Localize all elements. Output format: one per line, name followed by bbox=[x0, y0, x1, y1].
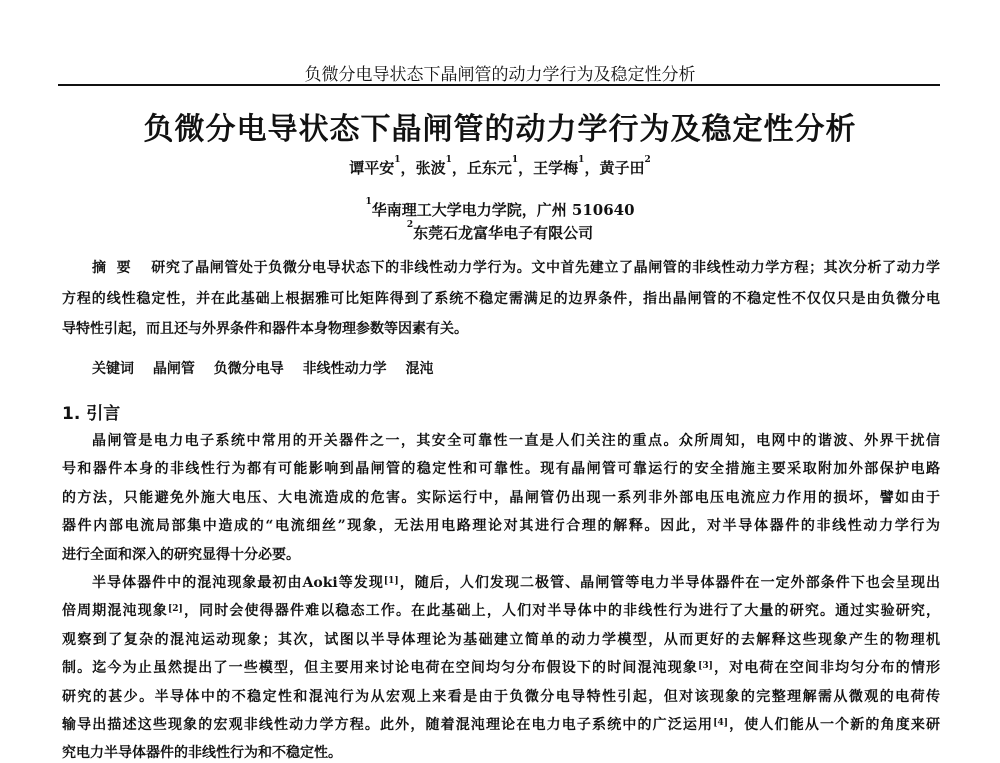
keyword: 负微分电导 bbox=[213, 361, 284, 377]
author: 丘东元 bbox=[466, 159, 512, 177]
text-segment: ，使人们能从一个新的角度来研 bbox=[727, 717, 941, 733]
text-segment: ，同时会使得器件难以稳态工作。在此基础上，人们对半导体中的非线性行为进行了大量的研究。通过实验研究， bbox=[182, 603, 941, 620]
citation-ref: [4] bbox=[713, 718, 728, 728]
author-affiliation-mark: 1 bbox=[445, 155, 452, 165]
header-rule bbox=[58, 84, 940, 86]
text-line bbox=[62, 743, 940, 763]
keyword: 晶闸管 bbox=[152, 361, 195, 377]
text-segment: 晶闸管是电力电子系统中常用的开关器件之一，其安全可靠性一直是人们关注的重点。众所周知，电网中的谐波、外界干扰信 bbox=[92, 433, 940, 449]
text-line bbox=[62, 516, 940, 536]
affiliation-mark: 2 bbox=[406, 220, 414, 230]
text-segment: ，对电荷在空间非均匀分布的情形 bbox=[712, 660, 941, 677]
author-list bbox=[0, 157, 1000, 178]
text-segment: 方程的线性稳定性，并在此基础上根据雅可比矩阵得到了系统不稳定需满足的边界条件，指出晶闸管的不稳定性不仅仅只是由负微分电 bbox=[62, 291, 940, 307]
text-segment: 器件内部电流局部集中造成的“电流细丝”现象，无法用电路理论对其进行合理的解释。因此，对半导体器件的非线性动力学行为 bbox=[62, 518, 940, 535]
citation-ref: [3] bbox=[698, 661, 713, 672]
separator: ， bbox=[400, 159, 416, 177]
keywords-label: 关键词 bbox=[92, 361, 134, 377]
keyword: 混沌 bbox=[405, 361, 434, 377]
author: 张波 bbox=[415, 159, 446, 177]
affiliation-text: 华南理工大学电力学院，广州 510640 bbox=[371, 201, 635, 219]
text-line bbox=[62, 459, 940, 479]
author: 谭平安 bbox=[349, 159, 395, 177]
author-affiliation-mark: 2 bbox=[644, 155, 651, 165]
text-segment: ，随后，人们发现二极管、晶闸管等电力半导体器件在一定外部条件下也会呈现出 bbox=[398, 575, 941, 591]
text-segment: 进行全面和深入的研究显得十分必要。 bbox=[62, 546, 300, 563]
text-segment: 究电力半导体器件的非线性行为和不稳定性。 bbox=[62, 745, 342, 762]
text-segment: 输导出描述这些现象的宏观非线性动力学方程。此外，随着混沌理论在电力电子系统中的广泛运用 bbox=[62, 717, 714, 733]
author-affiliation-mark: 1 bbox=[578, 155, 585, 165]
text-line bbox=[62, 545, 940, 565]
running-header: 负微分电导状态下晶闸管的动力学行为及稳定性分析 bbox=[304, 65, 696, 85]
text-segment: 研究的甚少。半导体中的不稳定性和混沌行为从宏观上来看是由于负微分电导特性引起，但对该现象的完整理解需从微观的电荷传 bbox=[62, 688, 940, 705]
text-segment: 号和器件本身的非线性行为都有可能影响到晶闸管的稳定性和可靠性。现有晶闸管可靠运行的安全措施主要采取附加外部保护电路 bbox=[62, 461, 940, 478]
citation-ref: [1] bbox=[383, 576, 399, 586]
affiliation-mark: 1 bbox=[365, 197, 372, 207]
keywords bbox=[92, 358, 448, 378]
text-line bbox=[92, 573, 940, 593]
text-line bbox=[62, 289, 940, 309]
text-line bbox=[62, 715, 940, 735]
text-line bbox=[92, 258, 940, 278]
text-segment: 导特性引起，而且还与外界条件和器件本身物理参数等因素有关。 bbox=[62, 321, 468, 337]
paper-title: 负微分电导状态下晶闸管的动力学行为及稳定性分析 bbox=[143, 112, 857, 147]
text-segment: 半导体器件中的混沌现象最初由Aoki等发现 bbox=[92, 575, 384, 591]
citation-ref: [2] bbox=[168, 604, 183, 615]
author: 王学梅 bbox=[533, 159, 579, 177]
text-line bbox=[62, 488, 940, 508]
text-line bbox=[62, 687, 940, 707]
keyword: 非线性动力学 bbox=[302, 361, 387, 377]
separator: ， bbox=[518, 159, 534, 177]
author-affiliation-mark: 1 bbox=[394, 155, 401, 165]
abstract-label: 摘要 bbox=[92, 260, 142, 276]
text-segment: 倍周期混沌现象 bbox=[62, 603, 169, 620]
separator: ， bbox=[451, 159, 467, 177]
text-segment: 制。迄今为止虽然提出了一些模型，但主要用来讨论电荷在空间均匀分布假设下的时间混沌现象 bbox=[62, 660, 699, 677]
author: 黄子田 bbox=[599, 159, 645, 177]
text-line bbox=[62, 658, 940, 678]
separator: ， bbox=[584, 159, 600, 177]
affiliation-text: 东莞石龙富华电子有限公司 bbox=[413, 224, 594, 242]
author-affiliation-mark: 1 bbox=[511, 155, 519, 165]
affiliation-1 bbox=[0, 199, 1000, 220]
text-segment: 研究了晶闸管处于负微分电导状态下的非线性动力学行为。文中首先建立了晶闸管的非线性动力学方程；其次分析了动力学 bbox=[151, 260, 941, 276]
affiliation-2 bbox=[0, 222, 1000, 243]
text-line bbox=[92, 431, 940, 451]
text-segment: 的方法，只能避免外施大电压、大电流造成的危害。实际运行中，晶闸管仍出现一系列非外部电压电流应力作用的损坏，譬如由于 bbox=[62, 489, 940, 506]
text-line bbox=[62, 630, 940, 650]
section-heading: 1. 引言 bbox=[62, 404, 121, 424]
text-line bbox=[62, 601, 940, 621]
text-line bbox=[62, 319, 940, 339]
text-segment: 观察到了复杂的混沌运动现象；其次，试图以半导体理论为基础建立简单的动力学模型，从而更好的去解释这些现象产生的物理机 bbox=[62, 631, 940, 648]
